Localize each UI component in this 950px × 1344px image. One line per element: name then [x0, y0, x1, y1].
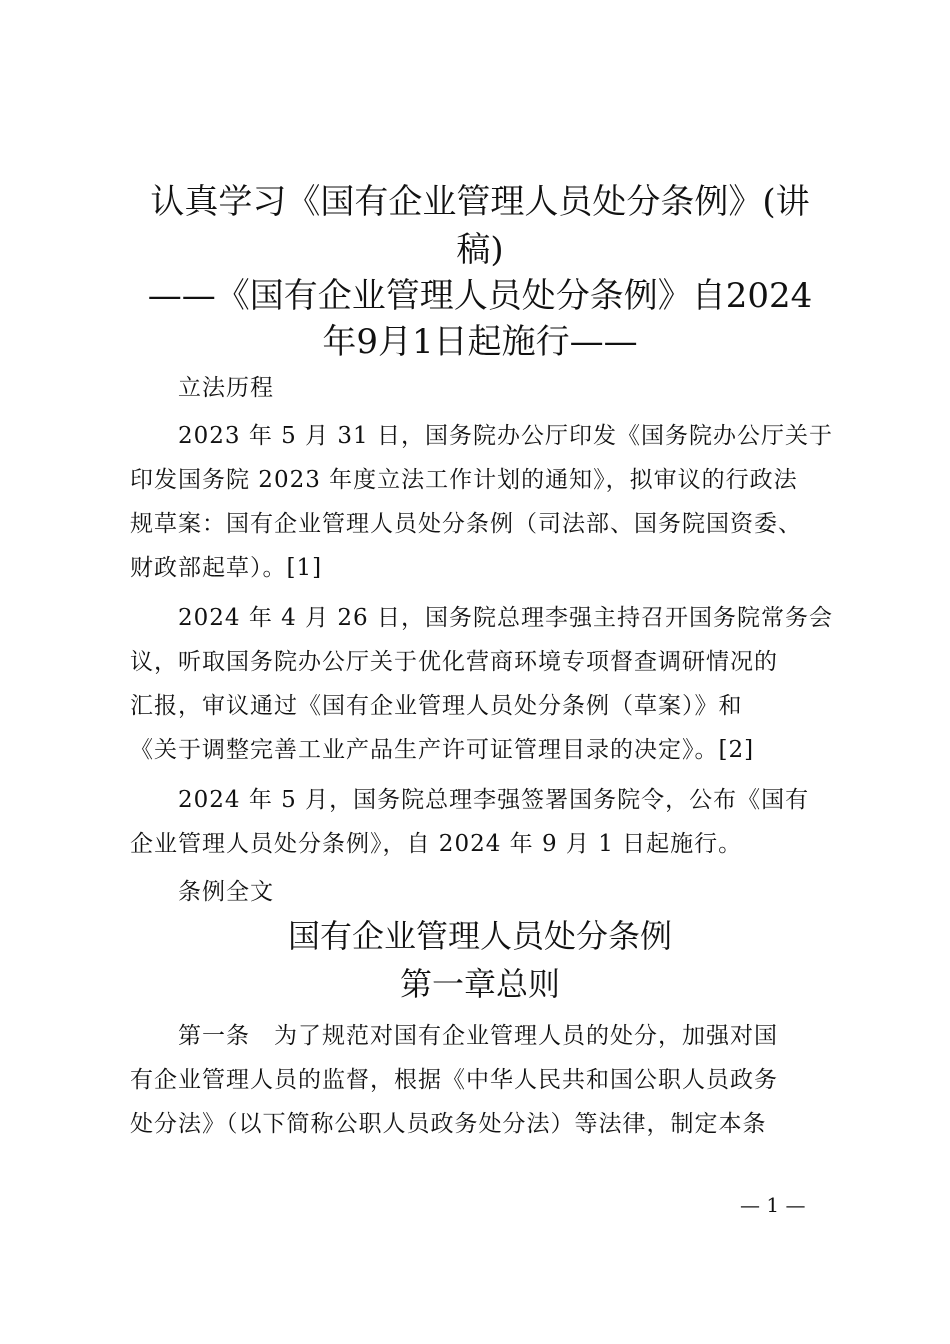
paragraph-2024-may-line-1: 2024 年 5 月，国务院总理李强签署国务院令，公布《国有 — [178, 787, 810, 813]
paragraph-2023-line-4: 财政部起草）。[1] — [130, 555, 323, 581]
paragraph-2024-april-line-4: 《关于调整完善工业产品生产许可证管理目录的决定》。[2] — [130, 737, 755, 763]
article-1-line-3: 处分法》（以下简称公职人员政务处分法）等法律，制定本条 — [130, 1111, 767, 1137]
regulation-title: 国有企业管理人员处分条例 — [287, 917, 672, 955]
paragraph-2024-april-line-2: 议，听取国务院办公厅关于优化营商环境专项督查调研情况的 — [130, 649, 778, 675]
document-title-line-2: 稿) — [456, 230, 504, 270]
document-title-line-1: 认真学习《国有企业管理人员处分条例》(讲 — [150, 182, 810, 222]
paragraph-2023-line-1: 2023 年 5 月 31 日，国务院办公厅印发《国务院办公厅关于 — [178, 423, 833, 449]
section-label-legislative-history: 立法历程 — [178, 375, 274, 401]
section-label-full-text: 条例全文 — [178, 879, 274, 905]
paragraph-2023-line-3: 规草案：国有企业管理人员处分条例（司法部、国务院国资委、 — [130, 511, 802, 537]
page-number: — 1 — — [740, 1193, 806, 1217]
document-subtitle-line-2: 年9月1日起施行—— — [322, 322, 638, 362]
paragraph-2024-may-line-2: 企业管理人员处分条例》，自 2024 年 9 月 1 日起施行。 — [130, 831, 743, 857]
article-1-line-2: 有企业管理人员的监督，根据《中华人民共和国公职人员政务 — [130, 1067, 778, 1093]
paragraph-2024-april-line-1: 2024 年 4 月 26 日，国务院总理李强主持召开国务院常务会 — [178, 605, 833, 631]
paragraph-2023-line-2: 印发国务院 2023 年度立法工作计划的通知》，拟审议的行政法 — [130, 467, 798, 493]
paragraph-2024-april-line-3: 汇报，审议通过《国有企业管理人员处分条例（草案）》和 — [130, 693, 743, 719]
chapter-title: 第一章总则 — [399, 965, 560, 1003]
document-subtitle-line-1: ——《国有企业管理人员处分条例》自2024 — [147, 276, 813, 316]
article-1-line-1: 第一条 为了规范对国有企业管理人员的处分，加强对国 — [178, 1023, 778, 1049]
